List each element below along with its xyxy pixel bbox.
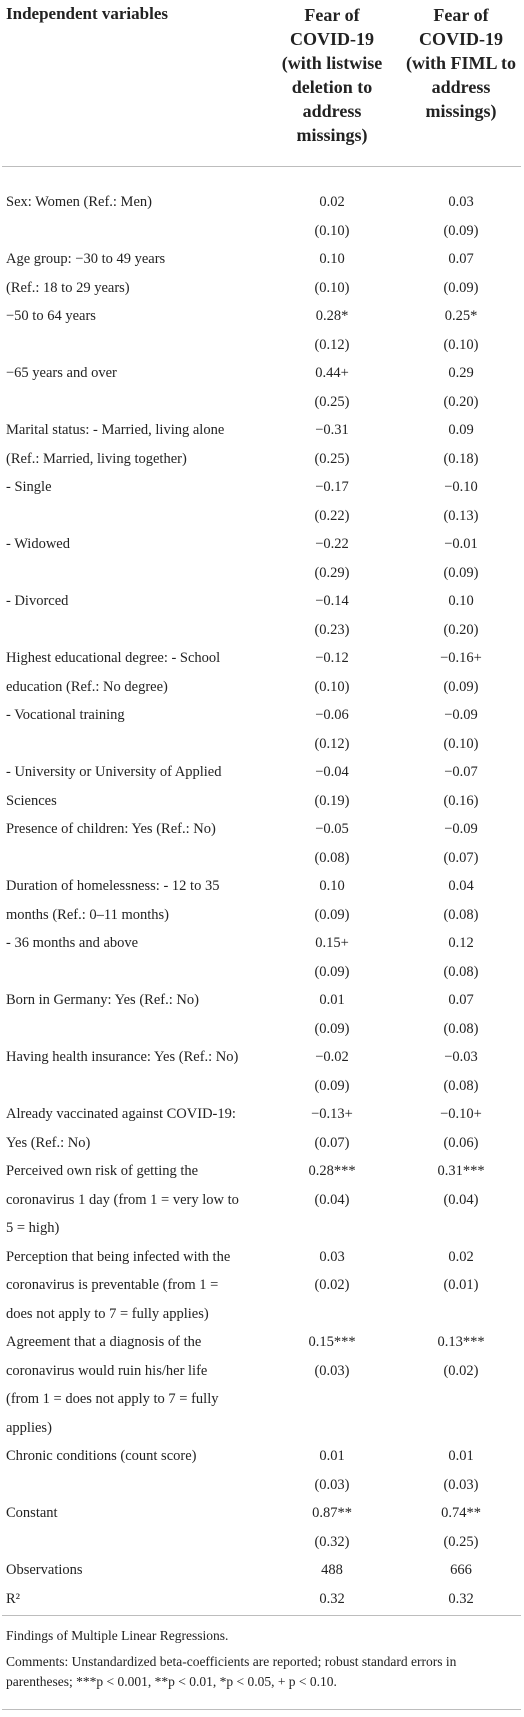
fiml-value: 0.74**	[441, 1505, 481, 1521]
header-fiml-line: COVID-19	[419, 29, 503, 49]
listwise-value: (0.03)	[314, 1362, 350, 1379]
fiml-value: 0.29	[448, 365, 474, 381]
table-row	[2, 361, 521, 390]
table-footer	[2, 1616, 521, 1710]
header-fiml-line: (with FIML to	[406, 53, 516, 73]
table-row	[2, 817, 521, 846]
row-label: Having health insurance: Yes (Ref.: No)	[6, 1049, 239, 1065]
fiml-value: 0.09	[448, 422, 474, 438]
row-label: (from 1 = does not apply to 7 = fully	[6, 1391, 219, 1407]
listwise-value: 0.15+	[315, 935, 349, 951]
row-label: Perception that being infected with the	[6, 1248, 231, 1265]
listwise-value: 0.28***	[308, 1163, 356, 1179]
row-label: Presence of children: Yes (Ref.: No)	[6, 821, 216, 837]
fiml-value: 0.07	[448, 992, 474, 1008]
row-label: applies)	[6, 1419, 52, 1436]
table-row	[2, 760, 521, 789]
table-row	[2, 1273, 521, 1302]
fiml-value: (0.01)	[443, 1277, 479, 1293]
table-row	[2, 276, 521, 305]
table-row	[2, 931, 521, 960]
table-row	[2, 618, 521, 647]
row-label: Duration of homelessness: - 12 to 35	[6, 878, 220, 894]
listwise-value: (0.04)	[314, 1191, 350, 1208]
table-row	[2, 418, 521, 447]
listwise-value: (0.12)	[314, 336, 350, 353]
table-caption: Findings of Multiple Linear Regressions.	[6, 1628, 229, 1643]
fiml-value: (0.04)	[443, 1191, 479, 1208]
fiml-value: 666	[450, 1562, 472, 1578]
fiml-value: (0.07)	[443, 849, 479, 866]
fiml-value: 0.02	[448, 1248, 474, 1265]
row-label: Constant	[6, 1505, 58, 1521]
table-row	[2, 703, 521, 732]
fiml-value: (0.08)	[443, 1077, 479, 1094]
listwise-value: 0.01	[319, 1448, 345, 1464]
listwise-value: −0.06	[315, 707, 349, 723]
fiml-value: −0.01	[444, 536, 478, 552]
header-listwise-column	[267, 3, 397, 147]
row-label: Marital status: - Married, living alone	[6, 422, 225, 438]
fiml-value: (0.06)	[443, 1134, 479, 1151]
listwise-value: 0.44+	[315, 365, 349, 381]
fiml-value: (0.10)	[443, 336, 479, 353]
table-row	[2, 1359, 521, 1388]
listwise-value: 0.02	[319, 194, 345, 210]
table-row	[2, 874, 521, 903]
regression-table	[2, 0, 521, 1710]
header-listwise-line: address	[302, 101, 362, 121]
row-label: Observations	[6, 1562, 83, 1578]
fiml-value: 0.03	[448, 194, 474, 210]
table-row	[2, 988, 521, 1017]
table-row	[2, 475, 521, 504]
fiml-value: (0.09)	[443, 678, 479, 695]
fiml-value: (0.09)	[443, 564, 479, 581]
header-fiml-line: Fear of	[433, 5, 489, 25]
fiml-value: −0.10+	[440, 1106, 482, 1122]
row-label: months (Ref.: 0–11 months)	[6, 906, 169, 923]
listwise-value: (0.08)	[314, 849, 350, 866]
fiml-value: 0.04	[448, 878, 474, 894]
fiml-value: (0.18)	[443, 450, 479, 467]
fiml-value: −0.10	[444, 479, 478, 495]
fiml-value: −0.09	[444, 821, 478, 837]
fiml-value: (0.09)	[443, 222, 479, 239]
fiml-value: 0.25*	[444, 308, 478, 324]
row-label: - Single	[6, 479, 52, 495]
fiml-value: (0.08)	[443, 1020, 479, 1037]
listwise-value: (0.10)	[314, 279, 350, 296]
fiml-value: (0.13)	[443, 507, 479, 524]
listwise-value: 0.28*	[315, 308, 349, 324]
fiml-value: −0.07	[444, 764, 478, 780]
table-row	[2, 646, 521, 675]
listwise-value: 0.10	[319, 251, 345, 267]
row-label: Age group: −30 to 49 years	[6, 251, 166, 267]
listwise-value: (0.19)	[314, 792, 350, 809]
row-label: Already vaccinated against COVID-19:	[6, 1106, 236, 1122]
fiml-value: (0.16)	[443, 792, 479, 809]
listwise-value: 0.32	[319, 1590, 345, 1607]
table-row	[2, 1159, 521, 1188]
listwise-value: −0.05	[315, 821, 349, 837]
row-label: −65 years and over	[6, 365, 117, 381]
table-row	[2, 532, 521, 561]
row-label: coronavirus is preventable (from 1 =	[6, 1277, 219, 1293]
table-row	[2, 390, 521, 419]
table-row	[2, 1045, 521, 1074]
fiml-value: 0.12	[448, 935, 474, 951]
fiml-value: (0.08)	[443, 963, 479, 980]
listwise-value: (0.09)	[314, 1077, 350, 1094]
table-row	[2, 675, 521, 704]
table-row	[2, 1102, 521, 1131]
table-row	[2, 1131, 521, 1160]
listwise-value: −0.02	[315, 1049, 349, 1065]
table-row	[2, 960, 521, 989]
fiml-value: (0.10)	[443, 735, 479, 752]
table-row	[2, 1245, 521, 1274]
listwise-value: (0.23)	[314, 621, 350, 638]
listwise-value: −0.22	[315, 536, 349, 552]
header-fiml-column	[396, 3, 524, 123]
row-label: 5 = high)	[6, 1220, 60, 1236]
row-label: (Ref.: Married, living together)	[6, 450, 187, 467]
listwise-value: 0.87**	[312, 1505, 352, 1521]
row-label: - 36 months and above	[6, 935, 139, 951]
row-label: R²	[6, 1590, 21, 1607]
header-listwise-line: (with listwise	[281, 53, 383, 73]
listwise-value: 0.03	[319, 1248, 345, 1265]
table-row	[2, 561, 521, 590]
table-row	[2, 732, 521, 761]
row-label: Yes (Ref.: No)	[6, 1134, 91, 1151]
fiml-value: (0.03)	[443, 1476, 479, 1493]
listwise-value: (0.12)	[314, 735, 350, 752]
row-label: Chronic conditions (count score)	[6, 1448, 197, 1464]
header-listwise-line: missings)	[296, 125, 368, 145]
fiml-value: (0.02)	[443, 1362, 479, 1379]
fiml-value: 0.07	[448, 251, 474, 267]
row-label: Agreement that a diagnosis of the	[6, 1334, 202, 1350]
row-label: coronavirus would ruin his/her life	[6, 1362, 208, 1379]
header-independent-variables: Independent variables	[6, 4, 168, 23]
listwise-value: −0.17	[315, 479, 349, 495]
table-row	[2, 504, 521, 533]
listwise-value: (0.09)	[314, 1020, 350, 1037]
table-row	[2, 1188, 521, 1217]
row-label: Sex: Women (Ref.: Men)	[6, 194, 152, 210]
table-header	[2, 0, 521, 167]
table-row	[2, 247, 521, 276]
table-row	[2, 1444, 521, 1473]
fiml-value: −0.09	[444, 707, 478, 723]
header-listwise-line: COVID-19	[290, 29, 374, 49]
fiml-value: 0.31***	[437, 1163, 485, 1179]
fiml-value: 0.10	[448, 593, 474, 609]
row-label: Sciences	[6, 792, 57, 809]
fiml-value: −0.03	[444, 1049, 478, 1065]
row-label: Born in Germany: Yes (Ref.: No)	[6, 992, 199, 1008]
table-row	[2, 304, 521, 333]
header-fiml-line: missings)	[425, 101, 497, 121]
table-row	[2, 1473, 521, 1502]
listwise-value: −0.12	[315, 650, 349, 666]
listwise-value: 0.01	[319, 992, 345, 1008]
table-row	[2, 1387, 521, 1416]
row-label: does not apply to 7 = fully applies)	[6, 1305, 209, 1322]
table-row	[2, 1074, 521, 1103]
listwise-value: (0.32)	[314, 1533, 350, 1550]
table-row	[2, 333, 521, 362]
table-row	[2, 1216, 521, 1245]
table-row	[2, 190, 521, 219]
row-label: −50 to 64 years	[6, 308, 96, 324]
table-row	[2, 219, 521, 248]
table-row	[2, 846, 521, 875]
fiml-value: 0.13***	[437, 1334, 485, 1350]
table-row	[2, 1558, 521, 1587]
listwise-value: (0.22)	[314, 507, 350, 524]
fiml-value: (0.20)	[443, 621, 479, 638]
listwise-value: (0.25)	[314, 450, 350, 467]
table-row	[2, 1302, 521, 1331]
table-row	[2, 1587, 521, 1616]
fiml-value: 0.32	[448, 1590, 474, 1607]
row-label: - Divorced	[6, 593, 69, 609]
listwise-value: 0.15***	[308, 1334, 356, 1350]
fiml-value: (0.08)	[443, 906, 479, 923]
listwise-value: −0.14	[315, 593, 349, 609]
row-label: - Vocational training	[6, 707, 125, 723]
fiml-value: 0.01	[448, 1448, 474, 1464]
table-row	[2, 1501, 521, 1530]
fiml-value: (0.20)	[443, 393, 479, 410]
listwise-value: 0.10	[319, 878, 345, 894]
table-row	[2, 789, 521, 818]
listwise-value: (0.09)	[314, 963, 350, 980]
row-label: education (Ref.: No degree)	[6, 678, 168, 695]
row-label: Highest educational degree: - School	[6, 650, 221, 666]
table-comments: Comments: Unstandardized beta-coefficients are reported; robust standard errors in parentheses; ***p < 0.001, **p < 0.01, *p < 0.05, + p < 0.10.	[6, 1654, 457, 1689]
table-row	[2, 1330, 521, 1359]
row-label: - University or University of Applied	[6, 764, 222, 780]
table-row	[2, 589, 521, 618]
header-fiml-line: address	[431, 77, 491, 97]
header-listwise-line: Fear of	[304, 5, 360, 25]
listwise-value: 488	[321, 1562, 343, 1578]
header-listwise-line: deletion to	[291, 77, 373, 97]
fiml-value: −0.16+	[440, 650, 482, 666]
listwise-value: −0.04	[315, 764, 349, 780]
listwise-value: (0.09)	[314, 906, 350, 923]
listwise-value: −0.13+	[311, 1106, 353, 1122]
row-label: - Widowed	[6, 536, 70, 552]
listwise-value: (0.10)	[314, 678, 350, 695]
fiml-value: (0.09)	[443, 279, 479, 296]
listwise-value: (0.03)	[314, 1476, 350, 1493]
row-label: (Ref.: 18 to 29 years)	[6, 279, 130, 296]
table-row	[2, 447, 521, 476]
table-row	[2, 903, 521, 932]
fiml-value: (0.25)	[443, 1533, 479, 1550]
listwise-value: (0.07)	[314, 1134, 350, 1151]
listwise-value: (0.29)	[314, 564, 350, 581]
listwise-value: (0.10)	[314, 222, 350, 239]
table-row	[2, 1530, 521, 1559]
row-label: coronavirus 1 day (from 1 = very low to	[6, 1191, 239, 1208]
listwise-value: (0.25)	[314, 393, 350, 410]
table-body	[2, 190, 521, 1615]
table-row	[2, 1017, 521, 1046]
row-label: Perceived own risk of getting the	[6, 1163, 199, 1179]
listwise-value: −0.31	[315, 422, 349, 438]
table-row	[2, 1416, 521, 1445]
listwise-value: (0.02)	[314, 1277, 350, 1293]
